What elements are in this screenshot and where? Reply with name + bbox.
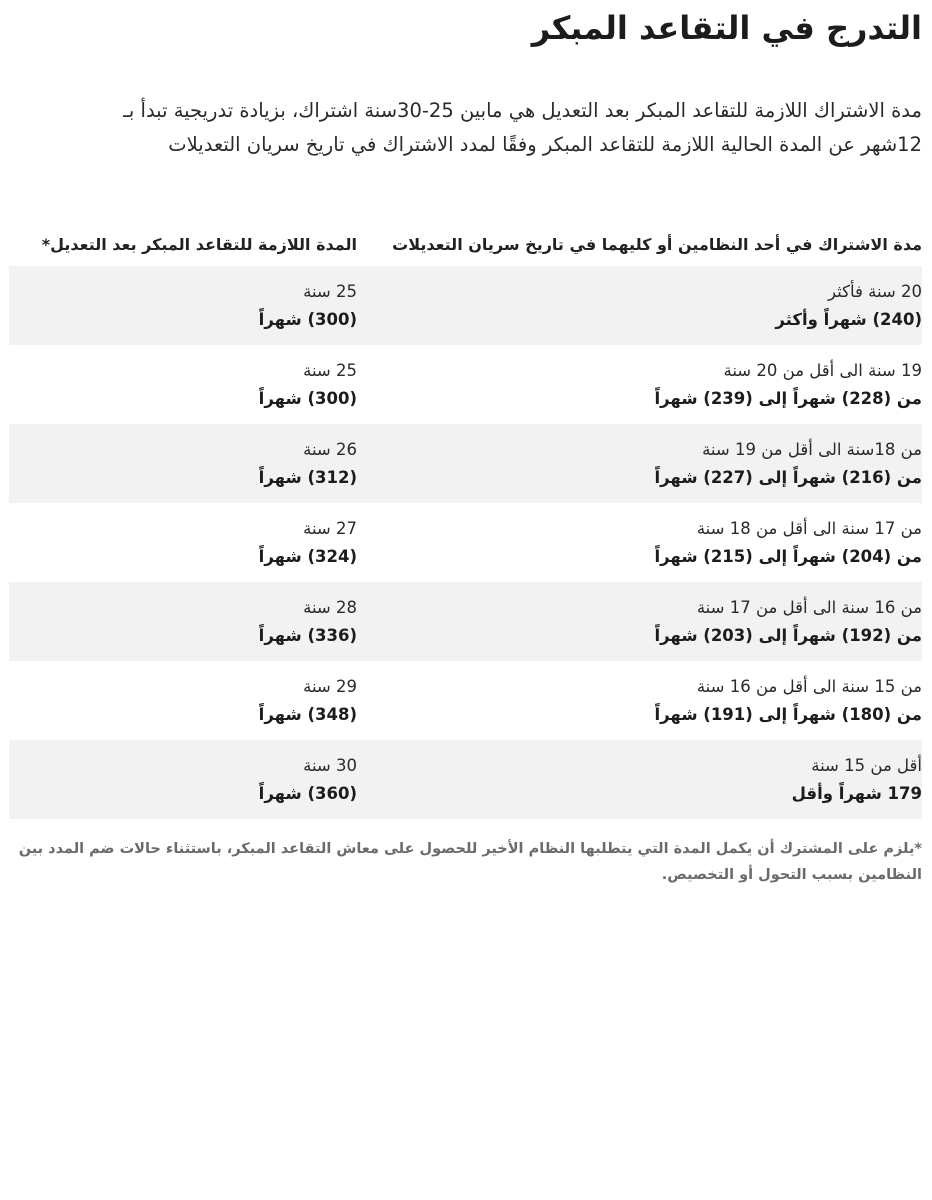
table-row <box>9 582 922 661</box>
required-months: (300) شهراً <box>258 388 357 408</box>
required-months: (312) شهراً <box>258 467 357 487</box>
header-required-period: المدة اللازمة للتقاعد المبكر بعد التعديل* <box>41 234 357 254</box>
required-months: (336) شهراً <box>258 625 357 645</box>
subscription-months: من (216) شهراً إلى (227) شهراً <box>654 467 922 487</box>
required-years: 29 سنة <box>303 676 357 696</box>
cell-subscription-period <box>357 278 922 334</box>
required-years: 28 سنة <box>303 597 357 617</box>
footnote-line: *يلزم على المشترك أن يكمل المدة التي يتطلبها النظام الأخير للحصول على معاش التقاعد المبكر، باستثناء حالات ضم المدد بين <box>18 841 922 857</box>
required-months: (324) شهراً <box>258 546 357 566</box>
table-row <box>9 345 922 424</box>
subscription-years: من 16 سنة الى أقل من 17 سنة <box>696 597 922 617</box>
cell-subscription-period <box>357 357 922 413</box>
cell-required-period <box>9 752 357 808</box>
early-retirement-table <box>9 222 922 819</box>
cell-subscription-period <box>357 594 922 650</box>
cell-required-period <box>9 278 357 334</box>
cell-required-period <box>9 436 357 492</box>
required-years: 27 سنة <box>303 518 357 538</box>
required-years: 30 سنة <box>303 755 357 775</box>
table-header <box>9 222 922 266</box>
subscription-months: من (204) شهراً إلى (215) شهراً <box>654 546 922 566</box>
subscription-years: من 18سنة الى أقل من 19 سنة <box>702 439 922 459</box>
table-row <box>9 266 922 345</box>
cell-subscription-period <box>357 752 922 808</box>
subscription-months: من (180) شهراً إلى (191) شهراً <box>654 704 922 724</box>
subscription-months: 179 شهراً وأقل <box>791 783 922 803</box>
footnote-line: النظامين بسبب التحول أو التخصيص. <box>661 867 922 883</box>
cell-required-period <box>9 673 357 729</box>
required-months: (348) شهراً <box>258 704 357 724</box>
intro-line: 12شهر عن المدة الحالية اللازمة للتقاعد المبكر وفقًا لمدد الاشتراك في تاريخ سريان التعديلات <box>168 133 922 156</box>
page-title: التدرج في التقاعد المبكر <box>531 9 922 47</box>
required-months: (360) شهراً <box>258 783 357 803</box>
cell-subscription-period <box>357 515 922 571</box>
subscription-years: من 17 سنة الى أقل من 18 سنة <box>696 518 922 538</box>
subscription-months: من (228) شهراً إلى (239) شهراً <box>654 388 922 408</box>
required-years: 25 سنة <box>303 360 357 380</box>
subscription-years: 19 سنة الى أقل من 20 سنة <box>723 360 922 380</box>
intro-line: مدة الاشتراك اللازمة للتقاعد المبكر بعد التعديل هي مابين 25-30سنة اشتراك، بزيادة تدريجية تبدأ بـ <box>123 99 922 122</box>
subscription-years: من 15 سنة الى أقل من 16 سنة <box>696 676 922 696</box>
table-row <box>9 424 922 503</box>
cell-subscription-period <box>357 673 922 729</box>
cell-required-period <box>9 515 357 571</box>
cell-required-period <box>9 594 357 650</box>
subscription-months: (240) شهراً وأكثر <box>775 309 922 329</box>
footnote <box>10 836 922 888</box>
table-row <box>9 661 922 740</box>
table-row <box>9 503 922 582</box>
subscription-years: 20 سنة فأكثر <box>828 281 922 301</box>
subscription-months: من (192) شهراً إلى (203) شهراً <box>654 625 922 645</box>
cell-required-period <box>9 357 357 413</box>
required-months: (300) شهراً <box>258 309 357 329</box>
table-row <box>9 740 922 819</box>
subscription-years: أقل من 15 سنة <box>811 755 922 775</box>
required-years: 25 سنة <box>303 281 357 301</box>
intro-paragraph <box>10 94 922 162</box>
cell-subscription-period <box>357 436 922 492</box>
header-subscription-period: مدة الاشتراك في أحد النظامين أو كليهما في تاريخ سريان التعديلات <box>392 234 922 254</box>
table-body <box>9 266 922 819</box>
required-years: 26 سنة <box>303 439 357 459</box>
